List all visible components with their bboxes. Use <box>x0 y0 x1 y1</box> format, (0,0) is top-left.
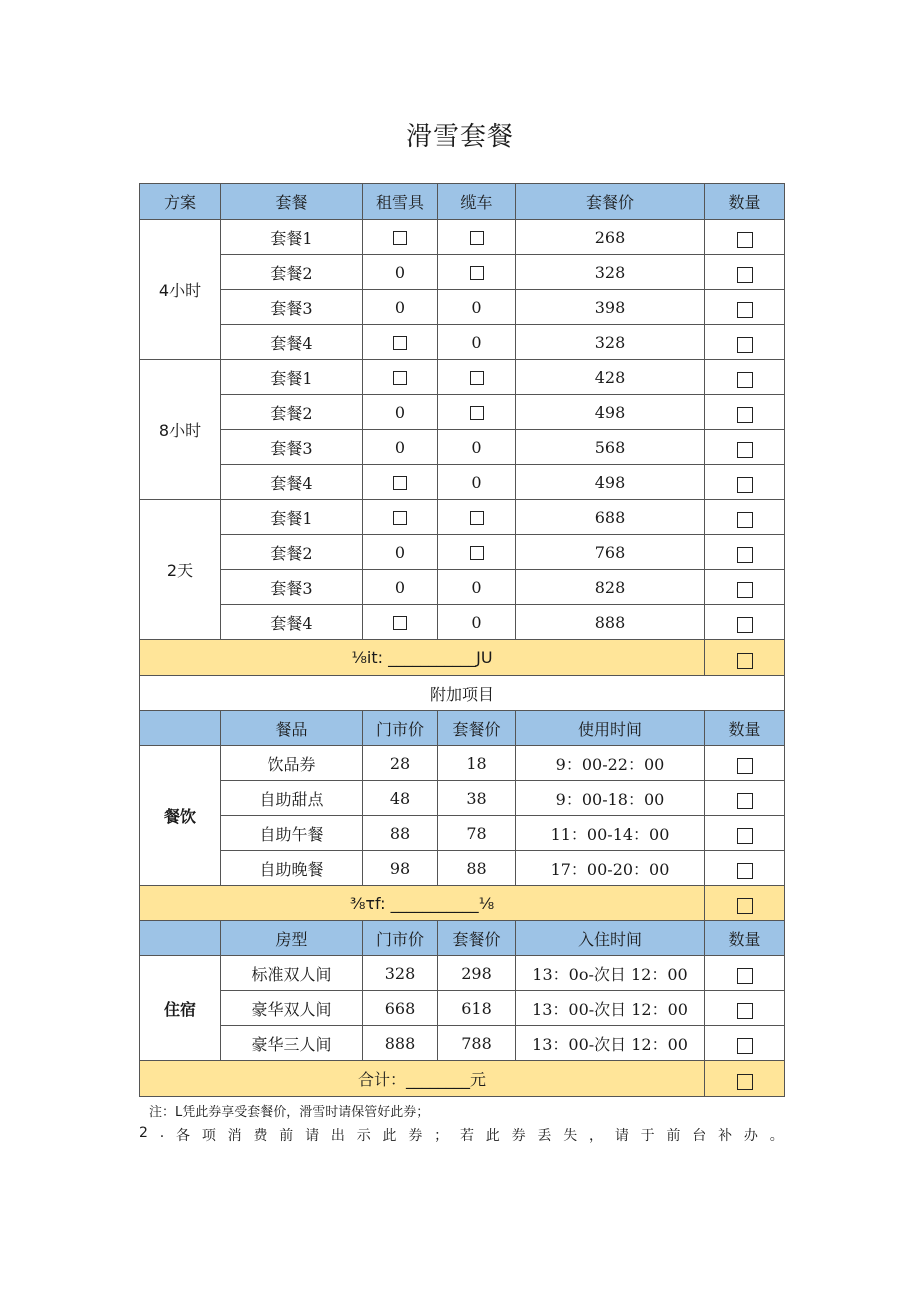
rent-cell <box>363 325 438 360</box>
note-line-2: 2 . 各 项 消 费 前 请 出 示 此 券 ； 若 此 券 丢 失 ， 请 于 前 台 补 办 。 <box>139 1125 784 1144</box>
room-type: 标准双人间 <box>221 956 363 991</box>
package-price: 328 <box>516 325 705 360</box>
table-row <box>140 1026 785 1061</box>
package-price: 38 <box>438 781 516 816</box>
header-cell: 套餐 <box>221 184 363 220</box>
checkin-time: 13：00-次日 12：00 <box>516 1026 705 1061</box>
header-cell <box>140 711 221 746</box>
checkin-time: 13：0o-次日 12：00 <box>516 956 705 991</box>
checkbox-icon[interactable] <box>393 616 407 630</box>
package-name: 套餐1 <box>221 220 363 255</box>
table-row <box>140 395 785 430</box>
package-name: 套餐4 <box>221 605 363 640</box>
quantity-cell[interactable] <box>705 500 785 535</box>
rent-cell: 0 <box>363 570 438 605</box>
lift-cell: 0 <box>438 430 516 465</box>
quantity-checkbox[interactable] <box>737 302 753 318</box>
quantity-checkbox[interactable] <box>737 1003 753 1019</box>
package-name: 套餐1 <box>221 500 363 535</box>
lift-cell <box>438 255 516 290</box>
package-price: 888 <box>516 605 705 640</box>
header-cell: 套餐价 <box>438 711 516 746</box>
rent-cell: 0 <box>363 290 438 325</box>
retail-price: 328 <box>363 956 438 991</box>
quantity-checkbox[interactable] <box>737 442 753 458</box>
retail-price: 888 <box>363 1026 438 1061</box>
checkbox-icon[interactable] <box>470 546 484 560</box>
lodging-header-row <box>140 921 785 956</box>
package-price: 828 <box>516 570 705 605</box>
plan-group-label: 8小时 <box>140 360 221 500</box>
quantity-cell[interactable] <box>705 851 785 886</box>
table-row <box>140 325 785 360</box>
ski-subtotal-row <box>140 640 785 676</box>
rent-cell <box>363 360 438 395</box>
rent-cell <box>363 220 438 255</box>
note-line-1: 注：L凭此券享受套餐价，滑雪时请保管好此券； <box>149 1105 430 1120</box>
table-row <box>140 781 785 816</box>
retail-price: 88 <box>363 816 438 851</box>
quantity-cell[interactable] <box>705 430 785 465</box>
package-name: 套餐2 <box>221 535 363 570</box>
quantity-checkbox[interactable] <box>737 582 753 598</box>
checkbox-icon[interactable] <box>393 371 407 385</box>
lift-cell <box>438 360 516 395</box>
package-name: 套餐3 <box>221 570 363 605</box>
quantity-checkbox[interactable] <box>737 337 753 353</box>
table-row <box>140 956 785 991</box>
package-name: 套餐4 <box>221 465 363 500</box>
quantity-cell[interactable] <box>705 255 785 290</box>
quantity-cell[interactable] <box>705 570 785 605</box>
package-price: 688 <box>516 500 705 535</box>
header-cell: 缆车 <box>438 184 516 220</box>
room-type: 豪华三人间 <box>221 1026 363 1061</box>
checkbox-icon[interactable] <box>470 511 484 525</box>
package-price: 428 <box>516 360 705 395</box>
checkbox-icon[interactable] <box>393 336 407 350</box>
header-cell: 方案 <box>140 184 221 220</box>
quantity-checkbox[interactable] <box>737 793 753 809</box>
usage-time: 9：00-22：00 <box>516 746 705 781</box>
subtotal-quantity-cell[interactable] <box>705 640 785 676</box>
table-row <box>140 220 785 255</box>
lift-cell <box>438 220 516 255</box>
package-name: 套餐2 <box>221 255 363 290</box>
quantity-checkbox[interactable] <box>737 477 753 493</box>
package-price: 768 <box>516 535 705 570</box>
header-cell: 数量 <box>705 711 785 746</box>
quantity-cell[interactable] <box>705 325 785 360</box>
retail-price: 48 <box>363 781 438 816</box>
package-price: 328 <box>516 255 705 290</box>
table-row <box>140 570 785 605</box>
header-cell: 租雪具 <box>363 184 438 220</box>
usage-time: 11：00-14：00 <box>516 816 705 851</box>
retail-price: 28 <box>363 746 438 781</box>
package-price: 618 <box>438 991 516 1026</box>
dining-subtotal-row <box>140 886 785 921</box>
quantity-checkbox[interactable] <box>737 407 753 423</box>
package-price: 18 <box>438 746 516 781</box>
quantity-cell[interactable] <box>705 1026 785 1061</box>
package-name: 套餐3 <box>221 430 363 465</box>
ski-header-row <box>140 184 785 220</box>
package-price: 398 <box>516 290 705 325</box>
header-cell: 餐品 <box>221 711 363 746</box>
package-price: 88 <box>438 851 516 886</box>
ski-package-table <box>139 183 785 1097</box>
quantity-checkbox[interactable] <box>737 968 753 984</box>
plan-group-label: 2天 <box>140 500 221 640</box>
quantity-cell[interactable] <box>705 535 785 570</box>
header-cell: 数量 <box>705 184 785 220</box>
quantity-cell[interactable] <box>705 746 785 781</box>
quantity-checkbox[interactable] <box>737 653 753 669</box>
quantity-checkbox[interactable] <box>737 1074 753 1090</box>
package-price: 568 <box>516 430 705 465</box>
package-price: 268 <box>516 220 705 255</box>
package-name: 套餐4 <box>221 325 363 360</box>
header-cell: 使用时间 <box>516 711 705 746</box>
lift-cell <box>438 535 516 570</box>
lodging-group-label: 住宿 <box>140 956 221 1061</box>
item-name: 自助甜点 <box>221 781 363 816</box>
quantity-checkbox[interactable] <box>737 372 753 388</box>
usage-time: 17：00-20：00 <box>516 851 705 886</box>
checkin-time: 13：00-次日 12：00 <box>516 991 705 1026</box>
package-name: 套餐2 <box>221 395 363 430</box>
package-name: 套餐3 <box>221 290 363 325</box>
header-cell: 套餐价 <box>516 184 705 220</box>
quantity-cell[interactable] <box>705 360 785 395</box>
package-price: 78 <box>438 816 516 851</box>
retail-price: 668 <box>363 991 438 1026</box>
subtotal-quantity-cell[interactable] <box>705 886 785 921</box>
table-row <box>140 535 785 570</box>
table-row <box>140 290 785 325</box>
header-cell: 套餐价 <box>438 921 516 956</box>
quantity-checkbox[interactable] <box>737 863 753 879</box>
table-row <box>140 360 785 395</box>
page-title: 滑雪套餐 <box>405 122 514 152</box>
lift-cell <box>438 395 516 430</box>
lift-cell: 0 <box>438 570 516 605</box>
item-name: 饮品券 <box>221 746 363 781</box>
item-name: 自助午餐 <box>221 816 363 851</box>
quantity-checkbox[interactable] <box>737 828 753 844</box>
lift-cell: 0 <box>438 325 516 360</box>
quantity-checkbox[interactable] <box>737 547 753 563</box>
quantity-checkbox[interactable] <box>737 232 753 248</box>
rent-cell: 0 <box>363 430 438 465</box>
quantity-checkbox[interactable] <box>737 898 753 914</box>
retail-price: 98 <box>363 851 438 886</box>
quantity-cell[interactable] <box>705 465 785 500</box>
lift-cell <box>438 500 516 535</box>
addon-title: 附加项目 <box>140 676 785 711</box>
addon-title-row <box>140 676 785 711</box>
header-cell: 房型 <box>221 921 363 956</box>
rent-cell <box>363 465 438 500</box>
checkbox-icon[interactable] <box>393 476 407 490</box>
lift-cell: 0 <box>438 465 516 500</box>
room-type: 豪华双人间 <box>221 991 363 1026</box>
checkbox-icon[interactable] <box>470 266 484 280</box>
dining-group-label: 餐饮 <box>140 746 221 886</box>
header-cell: 数量 <box>705 921 785 956</box>
plan-group-label: 4小时 <box>140 220 221 360</box>
checkbox-icon[interactable] <box>470 406 484 420</box>
header-cell: 入住时间 <box>516 921 705 956</box>
dining-subtotal: ⅜τf: ___________⅛ <box>140 886 705 921</box>
table-row <box>140 991 785 1026</box>
table-row <box>140 465 785 500</box>
quantity-checkbox[interactable] <box>737 758 753 774</box>
grand-total: 合计：________元 <box>140 1061 705 1097</box>
dining-header-row <box>140 711 785 746</box>
quantity-checkbox[interactable] <box>737 512 753 528</box>
usage-time: 9：00-18：00 <box>516 781 705 816</box>
table-row <box>140 746 785 781</box>
lift-cell: 0 <box>438 290 516 325</box>
package-name: 套餐1 <box>221 360 363 395</box>
checkbox-icon[interactable] <box>470 231 484 245</box>
table-row <box>140 816 785 851</box>
quantity-cell[interactable] <box>705 781 785 816</box>
quantity-cell[interactable] <box>705 605 785 640</box>
header-cell <box>140 921 221 956</box>
table-row <box>140 430 785 465</box>
checkbox-icon[interactable] <box>393 511 407 525</box>
package-price: 498 <box>516 395 705 430</box>
quantity-cell[interactable] <box>705 290 785 325</box>
table-row <box>140 605 785 640</box>
checkbox-icon[interactable] <box>393 231 407 245</box>
quantity-checkbox[interactable] <box>737 267 753 283</box>
rent-cell: 0 <box>363 255 438 290</box>
rent-cell: 0 <box>363 395 438 430</box>
quantity-cell[interactable] <box>705 220 785 255</box>
checkbox-icon[interactable] <box>470 371 484 385</box>
total-row <box>140 1061 785 1097</box>
rent-cell <box>363 605 438 640</box>
quantity-checkbox[interactable] <box>737 1038 753 1054</box>
quantity-cell[interactable] <box>705 816 785 851</box>
package-price: 298 <box>438 956 516 991</box>
header-cell: 门市价 <box>363 711 438 746</box>
quantity-cell[interactable] <box>705 956 785 991</box>
ski-subtotal: ⅛it: ___________JU <box>140 640 705 676</box>
table-row <box>140 500 785 535</box>
package-price: 498 <box>516 465 705 500</box>
item-name: 自助晚餐 <box>221 851 363 886</box>
total-quantity-cell[interactable] <box>705 1061 785 1097</box>
quantity-cell[interactable] <box>705 991 785 1026</box>
table-row <box>140 851 785 886</box>
lift-cell: 0 <box>438 605 516 640</box>
header-cell: 门市价 <box>363 921 438 956</box>
quantity-checkbox[interactable] <box>737 617 753 633</box>
table-row <box>140 255 785 290</box>
rent-cell <box>363 500 438 535</box>
quantity-cell[interactable] <box>705 395 785 430</box>
rent-cell: 0 <box>363 535 438 570</box>
package-price: 788 <box>438 1026 516 1061</box>
